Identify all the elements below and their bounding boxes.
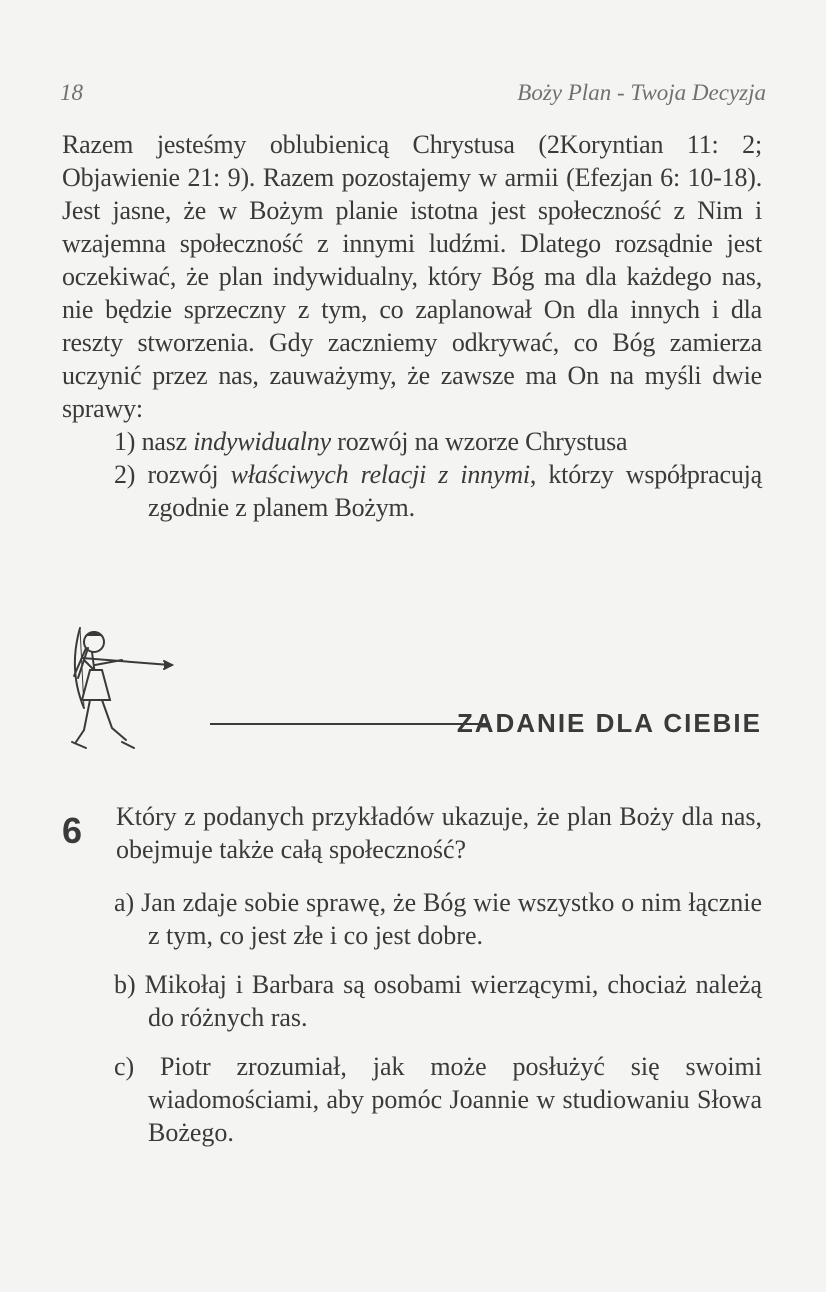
answer-option[interactable] bbox=[62, 968, 762, 1034]
answer-text: Jan zdaje sobie sprawę, że Bóg wie wszystko o nim łącznie z tym, co jest złe i co jest dobre. bbox=[141, 888, 763, 950]
answer-label: a) bbox=[114, 888, 135, 917]
page-number: 18 bbox=[60, 80, 83, 105]
answer-list bbox=[62, 886, 762, 1149]
archer-icon bbox=[62, 620, 182, 755]
question-number: 6 bbox=[62, 810, 83, 851]
two-things-list bbox=[62, 425, 762, 524]
decorative-rule bbox=[210, 723, 490, 725]
body-paragraph: Razem jesteśmy oblubienicą Chrystusa (2Koryntian 11: 2; Objawienie 21: 9). Razem pozostajemy w armii (Efezjan 6: 10-18). Jest jasne, że w Bożym planie istotna jest społeczność z Nim i wzajemna społeczność z innymi ludźmi. Dlatego rozsądnie jest oczekiwać, że plan indywidualny, który Bóg ma dla każdego nas, nie będzie sprzeczny z tym, co zaplanował On dla innych i dla reszty stworzenia. Gdy zaczniemy odkrywać, co Bóg zamierza uczynić przez nas, zauważymy, że zawsze ma On na myśli dwie sprawy: bbox=[62, 130, 762, 423]
list-item-number: 2) bbox=[114, 460, 136, 489]
question-text: Który z podanych przykładów ukazuje, że plan Boży dla nas, obejmuje także całą społeczność? bbox=[116, 802, 762, 864]
list-item-number: 1) bbox=[114, 427, 136, 456]
task-title: ZADANIE DLA CIEBIE bbox=[456, 708, 762, 738]
answer-option[interactable] bbox=[62, 886, 762, 952]
main-text bbox=[62, 128, 762, 524]
list-item: 2) rozwój właściwych relacji z innymi, którzy współpracują zgodnie z planem Bożym. bbox=[114, 460, 762, 522]
task-section-header bbox=[62, 620, 762, 760]
emphasis: właściwych relacji z innymi bbox=[230, 460, 530, 489]
answer-text: Piotr zrozumiał, jak może posłużyć się swoimi wiadomościami, aby pomóc Joannie w studiowaniu Słowa Bożego. bbox=[148, 1052, 763, 1147]
answer-label: b) bbox=[114, 970, 136, 999]
answer-option[interactable] bbox=[62, 1050, 762, 1149]
answer-text: Mikołaj i Barbara są osobami wierzącymi, chociaż należą do różnych ras. bbox=[144, 970, 762, 1032]
page-header bbox=[60, 80, 766, 106]
emphasis: indywidualny bbox=[193, 427, 331, 456]
question-block bbox=[62, 800, 762, 1165]
answer-label: c) bbox=[114, 1052, 135, 1081]
list-item: 1) nasz indywidualny rozwój na wzorze Chrystusa bbox=[114, 427, 628, 456]
running-title: Boży Plan - Twoja Decyzja bbox=[517, 80, 766, 105]
